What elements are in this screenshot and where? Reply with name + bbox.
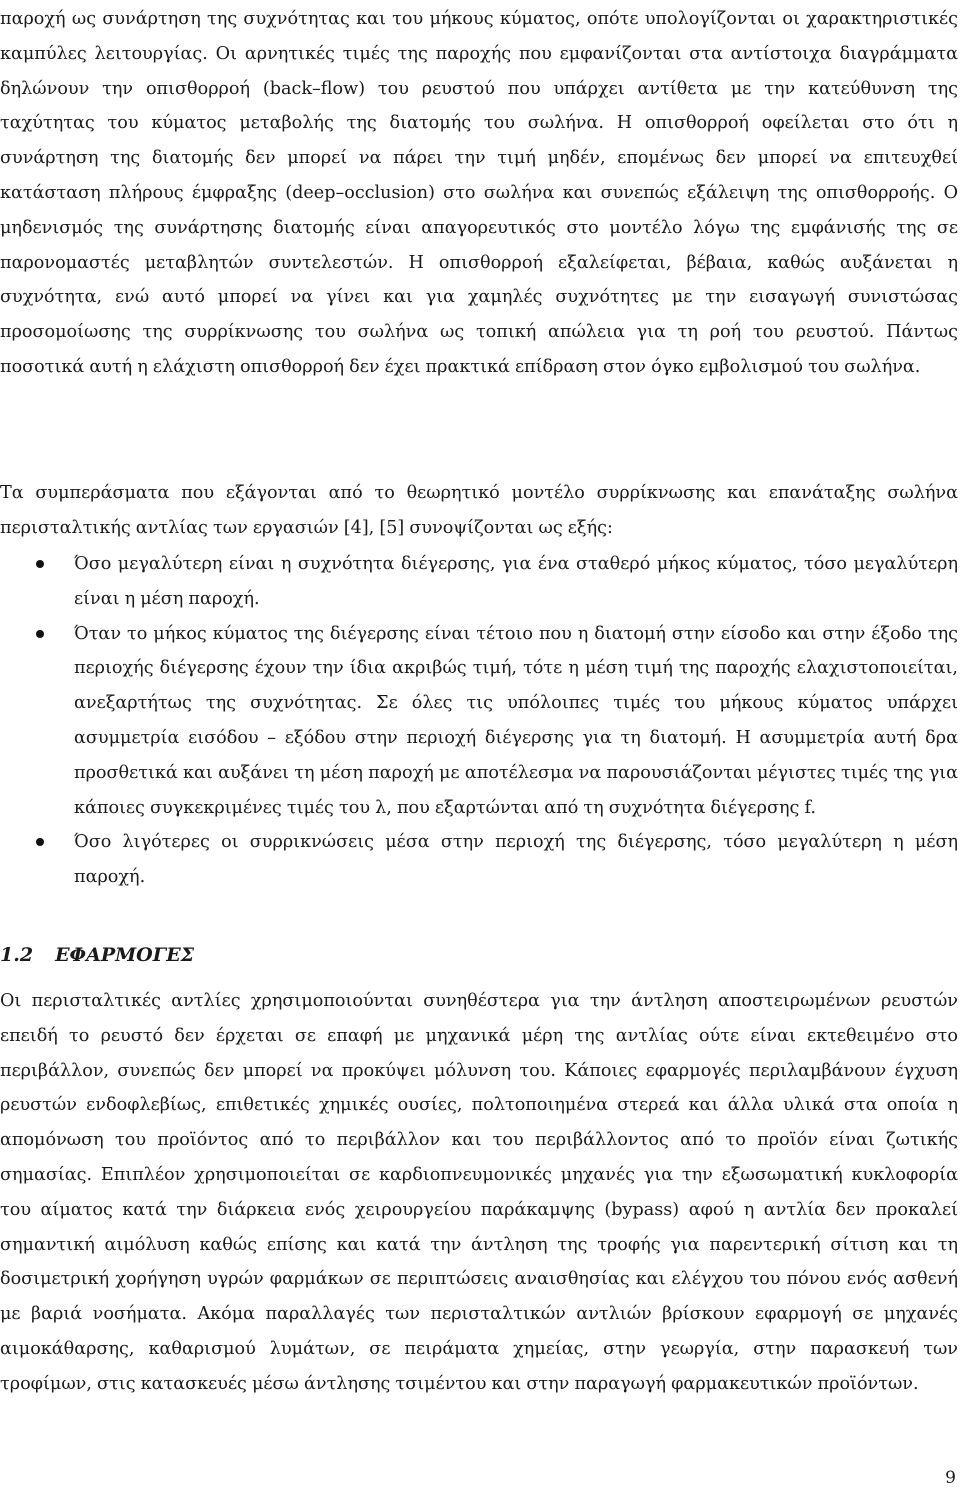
paragraph-applications: Οι περισταλτικές αντλίες χρησιμοποιούνται συνηθέστερα για την άντληση αποστειρωμένων ρευστών επειδή το ρευστό δεν έρχεται σε επαφή με μηχανικά μέρη της αντλίας ούτε είναι εκτεθειμένο στο περιβάλλον, συνεπώς δεν μπορεί να προκύψει μόλυνση του. Κάποιες εφαρμογές περιλαμβάνουν έγχυση ρευστών ενδοφλεβίως, επιθετικές χημικές ουσίες, πολτοποιημένα στερεά και άλλα υλικά στα οποία η απομόνωση του προϊόντος από το περιβάλλον και του περιβάλλοντος από το προϊόν είναι ζωτικής σημασίας. Επιπλέον χρησιμοποιείται σε καρδιοπνευμονικές μηχανές για την εξωσωματική κυκλοφορία του αίματος κατά την διάρκεια ενός χειρουργείου παράκαμψης (bypass) αφού η αντλία δεν προκαλεί σημαντική αιμόλυση καθώς επίσης και κατά την άντληση της τροφής για παρεντερική σίτιση και τη δοσιμετρική χορήγηση υγρών φαρμάκων σε περιπτώσεις αναισθησίας και ελέγχου του πόνου ενός ασθενή με βαριά νοσήματα. Ακόμα παραλλαγές των περισταλτικών αντλιών βρίσκουν εφαρμογή σε μηχανές αιμοκάθαρσης, καθαρισμού λυμάτων, σε πειράματα χημείας, στην γεωργία, στην παρασκευή των τροφίμων, στις κατασκευές μέσω άντλησης τσιμέντου και στην παραγωγή φαρμακευτικών προϊόντων. — [0, 991, 958, 1394]
page-number: 9 — [945, 1468, 956, 1488]
list-item — [0, 825, 958, 895]
section-title: ΕΦΑΡΜΟΓΕΣ — [55, 944, 195, 966]
paragraph-conclusions-intro: Τα συμπεράσματα που εξάγονται από το θεωρητικό μοντέλο συρρίκνωσης και επανάταξης σωλήνα περισταλτικής αντλίας των εργασιών [4], [5] συνοψίζονται ως εξής: — [0, 483, 958, 538]
list-item — [0, 617, 958, 826]
bullet-icon — [36, 838, 44, 846]
conclusions-list — [0, 547, 958, 895]
paragraph-backflow: παροχή ως συνάρτηση της συχνότητας και του μήκους κύματος, οπότε υπολογίζονται οι χαρακτηριστικές καμπύλες λειτουργίας. Οι αρνητικές τιμές της παροχής που εμφανίζονται στα αντίστοιχα διαγράμματα δηλώνουν την οπισθορροή (back–flow) του ρευστού που υπάρχει αντίθετα με την κατεύθυνση της ταχύτητας του κύματος μεταβολής της διατομής του σωλήνα. Η οπισθορροή οφείλεται στο ότι η συνάρτηση της διατομής δεν μπορεί να πάρει την τιμή μηδέν, επομένως δεν μπορεί να επιτευχθεί κατάσταση πλήρους έμφραξης (deep–occlusion) στο σωλήνα και συνεπώς εξάλειψη της οπισθορροής. Ο μηδενισμός της συνάρτησης διατομής είναι απαγορευτικός στο μοντέλο λόγω της εμφάνισής της σε παρονομαστές μεταβλητών συντελεστών. Η οπισθορροή εξαλείφεται, βέβαια, καθώς αυξάνεται η συχνότητα, ενώ αυτό μπορεί να γίνει και για χαμηλές συχνότητες με την εισαγωγή συνιστώσας προσομοίωσης της συρρίκνωσης του σωλήνα ως τοπική απώλεια για τη ροή του ρευστού. Πάντως ποσοτικά αυτή η ελάχιστη οπισθορροή δεν έχει πρακτικά επίδραση στον όγκο εμβολισμού του σωλήνα. — [0, 9, 958, 377]
bullet-icon — [36, 630, 44, 638]
section-number: 1.2 — [0, 944, 34, 966]
bullet-icon — [36, 560, 44, 568]
list-item-text: Όσο λιγότερες οι συρρικνώσεις μέσα στην περιοχή της διέγερσης, τόσο μεγαλύτερη η μέση παροχή. — [74, 832, 958, 888]
list-item-text: Όσο μεγαλύτερη είναι η συχνότητα διέγερσης, για ένα σταθερό μήκος κύματος, τόσο μεγαλύτερη είναι η μέση παροχή. — [74, 554, 958, 609]
list-item — [0, 547, 958, 617]
list-item-text: Όταν το μήκος κύματος της διέγερσης είναι τέτοιο που η διατομή στην είσοδο και στην έξοδο της περιοχής διέγερσης έχουν την ίδια ακριβώς τιμή, τότε η μέση τιμή της παροχής ελαχιστοποιείται, ανεξαρτήτως της συχνότητας. Σε όλες τις υπόλοιπες τιμές του μήκους κύματος υπάρχει ασυμμετρία εισόδου – εξόδου στην περιοχή διέγερσης για τη διατομή. Η ασυμμετρία αυτή δρα προσθετικά και αυξάνει τη μέση παροχή με αποτέλεσμα να παρουσιάζονται μέγιστες τιμές της για κάποιες συγκεκριμένες τιμές του λ, που εξαρτώνται από τη συχνότητα διέγερσης f. — [74, 623, 958, 818]
section-heading — [0, 944, 194, 966]
